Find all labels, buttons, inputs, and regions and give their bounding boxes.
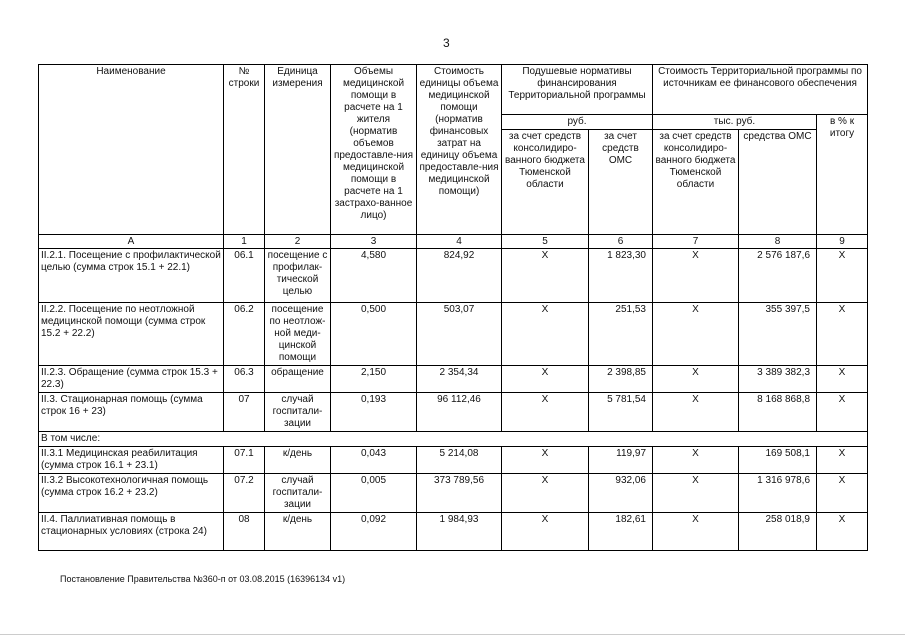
cell-pc-budget: X xyxy=(502,513,589,551)
cell-unit: случай госпитали-зации xyxy=(265,393,331,432)
column-index-row xyxy=(39,235,868,249)
cell-name: II.2.3. Обращение (сумма строк 15.3 + 22.3) xyxy=(39,366,224,393)
header-program-cost-unit: тыс. руб. xyxy=(653,115,817,130)
column-index: 5 xyxy=(502,235,589,249)
cell-pr-budget: X xyxy=(653,474,739,513)
cell-pct: X xyxy=(817,474,868,513)
cell-pr-oms: 258 018,9 xyxy=(739,513,817,551)
page-number: 3 xyxy=(443,36,450,50)
table-row xyxy=(39,393,868,432)
cell-pr-budget: X xyxy=(653,447,739,474)
cell-row-no: 06.3 xyxy=(224,366,265,393)
cell-name: II.4. Паллиативная помощь в стационарных условиях (строка 24) xyxy=(39,513,224,551)
cell-volume: 0,043 xyxy=(331,447,417,474)
cell-pr-oms: 355 397,5 xyxy=(739,303,817,366)
header-per-capita-oms: за счет средств ОМС xyxy=(589,130,653,235)
cell-row-no: 08 xyxy=(224,513,265,551)
cell-pr-budget: X xyxy=(653,513,739,551)
table-row xyxy=(39,447,868,474)
cell-pc-budget: X xyxy=(502,393,589,432)
cell-pc-oms: 2 398,85 xyxy=(589,366,653,393)
cell-cost: 96 112,46 xyxy=(417,393,502,432)
cell-name: II.3.1 Медицинская реабилитация (сумма строк 16.1 + 23.1) xyxy=(39,447,224,474)
cell-pr-budget: X xyxy=(653,366,739,393)
cell-pr-oms: 8 168 868,8 xyxy=(739,393,817,432)
header-per-capita-budget: за счет средств консолидиро-ванного бюджета Тюменской области xyxy=(502,130,589,235)
column-index: 9 xyxy=(817,235,868,249)
column-index: 1 xyxy=(224,235,265,249)
table-row xyxy=(39,303,868,366)
table-row xyxy=(39,249,868,303)
header-program-cost-pct: в % к итогу xyxy=(817,115,868,235)
cell-name: II.3.2 Высокотехнологичная помощь (сумма строк 16.2 + 23.2) xyxy=(39,474,224,513)
cell-unit: к/день xyxy=(265,447,331,474)
cell-pct: X xyxy=(817,513,868,551)
cell-pr-oms: 2 576 187,6 xyxy=(739,249,817,303)
header-unit: Единица измерения xyxy=(265,65,331,235)
cell-pc-oms: 932,06 xyxy=(589,474,653,513)
cell-pr-budget: X xyxy=(653,303,739,366)
cell-volume: 0,092 xyxy=(331,513,417,551)
cell-volume: 0,005 xyxy=(331,474,417,513)
cell-cost: 503,07 xyxy=(417,303,502,366)
cell-volume: 4,580 xyxy=(331,249,417,303)
cell-cost: 2 354,34 xyxy=(417,366,502,393)
table-row xyxy=(39,474,868,513)
cell-pr-budget: X xyxy=(653,249,739,303)
header-program-cost-budget: за счет средств консолидиро-ванного бюджета Тюменской области xyxy=(653,130,739,235)
cell-pc-budget: X xyxy=(502,366,589,393)
header-name: Наименование xyxy=(39,65,224,235)
cell-row-no: 07.1 xyxy=(224,447,265,474)
cell-cost: 824,92 xyxy=(417,249,502,303)
cell-row-no: 06.1 xyxy=(224,249,265,303)
cell-unit: посещение по неотлож-ной меди-цинской помощи xyxy=(265,303,331,366)
header-per-capita: Подушевые нормативы финансирования Территориальной программы xyxy=(502,65,653,115)
cell-pct: X xyxy=(817,393,868,432)
cell-row-no: 06.2 xyxy=(224,303,265,366)
cell-pc-oms: 5 781,54 xyxy=(589,393,653,432)
table-row xyxy=(39,513,868,551)
cell-unit: случай госпитали-зации xyxy=(265,474,331,513)
cell-volume: 0,193 xyxy=(331,393,417,432)
table-row xyxy=(39,366,868,393)
document-footer: Постановление Правительства №360-п от 03.08.2015 (16396134 v1) xyxy=(60,574,346,584)
cell-cost: 5 214,08 xyxy=(417,447,502,474)
cell-cost: 373 789,56 xyxy=(417,474,502,513)
header-per-capita-unit: руб. xyxy=(502,115,653,130)
cell-cost: 1 984,93 xyxy=(417,513,502,551)
subsection-row xyxy=(39,432,868,447)
header-row-no: № строки xyxy=(224,65,265,235)
column-index: А xyxy=(39,235,224,249)
header-program-cost: Стоимость Территориальной программы по источникам ее финансового обеспечения xyxy=(653,65,868,115)
cell-pc-oms: 119,97 xyxy=(589,447,653,474)
column-index: 7 xyxy=(653,235,739,249)
financing-table xyxy=(38,64,868,551)
cell-unit: посещение с профилак-тической целью xyxy=(265,249,331,303)
cell-pc-budget: X xyxy=(502,303,589,366)
cell-volume: 2,150 xyxy=(331,366,417,393)
page-edge xyxy=(0,634,905,635)
column-index: 2 xyxy=(265,235,331,249)
cell-pc-oms: 182,61 xyxy=(589,513,653,551)
column-index: 4 xyxy=(417,235,502,249)
cell-pc-oms: 251,53 xyxy=(589,303,653,366)
subsection-label: В том числе: xyxy=(39,432,868,447)
cell-unit: к/день xyxy=(265,513,331,551)
column-index: 3 xyxy=(331,235,417,249)
cell-pr-oms: 1 316 978,6 xyxy=(739,474,817,513)
cell-pct: X xyxy=(817,447,868,474)
column-index: 6 xyxy=(589,235,653,249)
cell-row-no: 07 xyxy=(224,393,265,432)
cell-pct: X xyxy=(817,303,868,366)
cell-pc-budget: X xyxy=(502,249,589,303)
cell-pr-oms: 3 389 382,3 xyxy=(739,366,817,393)
cell-pc-budget: X xyxy=(502,474,589,513)
column-index: 8 xyxy=(739,235,817,249)
header-cost-unit: Стоимость единицы объема медицинской помощи (норматив финансовых затрат на единицу объема предоставле-ния медицинской помощи) xyxy=(417,65,502,235)
cell-name: II.3. Стационарная помощь (сумма строк 16 + 23) xyxy=(39,393,224,432)
cell-pct: X xyxy=(817,249,868,303)
cell-volume: 0,500 xyxy=(331,303,417,366)
cell-pc-budget: X xyxy=(502,447,589,474)
cell-pr-budget: X xyxy=(653,393,739,432)
cell-row-no: 07.2 xyxy=(224,474,265,513)
cell-unit: обращение xyxy=(265,366,331,393)
header-program-cost-oms: средства ОМС xyxy=(739,130,817,235)
cell-name: II.2.2. Посещение по неотложной медицинской помощи (сумма строк 15.2 + 22.2) xyxy=(39,303,224,366)
cell-pr-oms: 169 508,1 xyxy=(739,447,817,474)
cell-name: II.2.1. Посещение с профилактической целью (сумма строк 15.1 + 22.1) xyxy=(39,249,224,303)
header-volume: Объемы медицинской помощи в расчете на 1 жителя (норматив объемов предоставле-ния медицинской помощи в расчете на 1 застрахо-ванное лицо) xyxy=(331,65,417,235)
cell-pc-oms: 1 823,30 xyxy=(589,249,653,303)
cell-pct: X xyxy=(817,366,868,393)
